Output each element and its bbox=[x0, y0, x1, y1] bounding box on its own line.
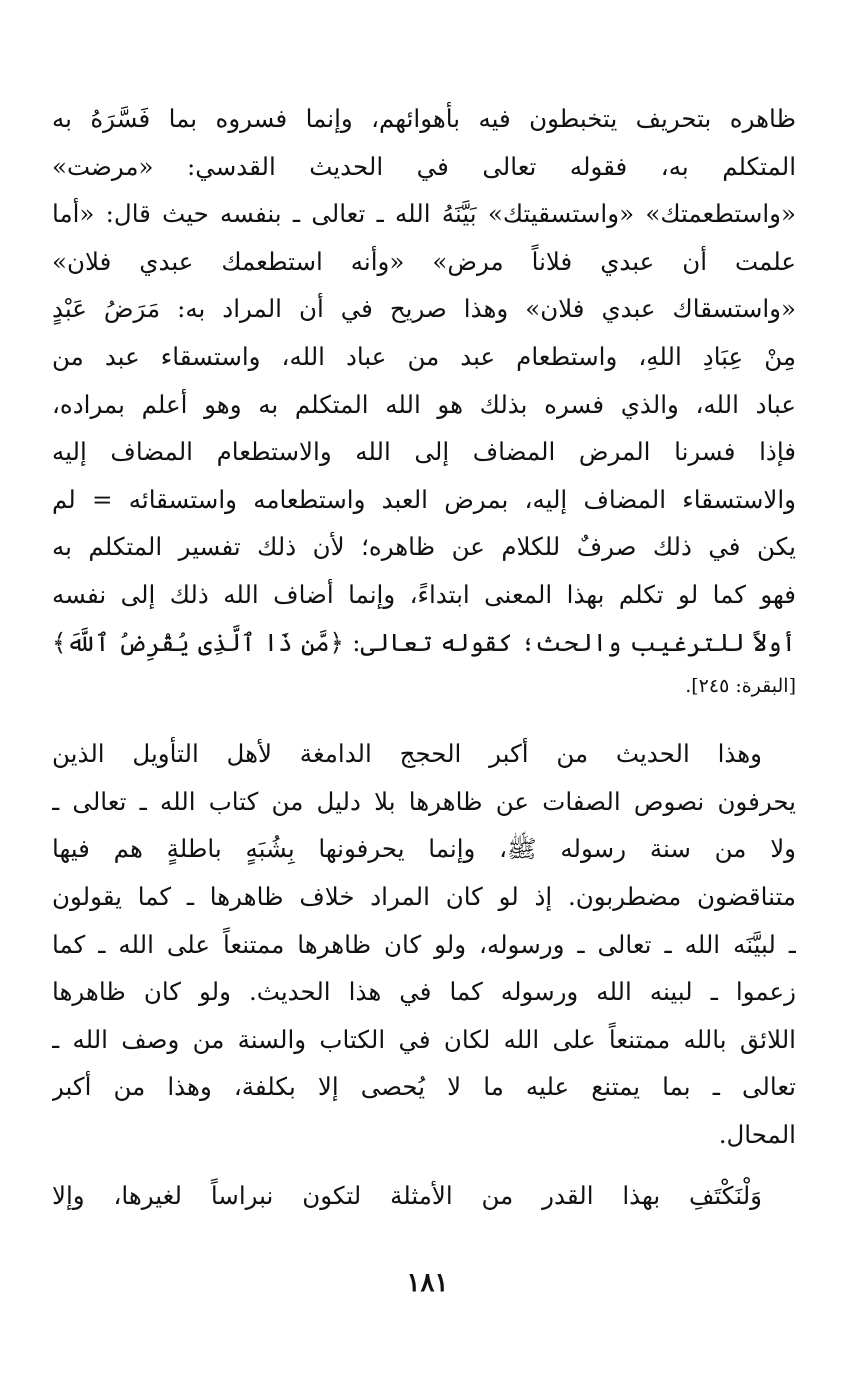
text-line: فهو كما لو تكلم بهذا المعنى ابتداءً، وإنما أضاف الله ذلك إلى نفسه bbox=[52, 579, 796, 609]
paragraph-3 bbox=[52, 1172, 796, 1220]
text-line: «واستطعمتك» «واستسقيتك» بَيَّنَهُ الله ـ تعالى ـ بنفسه حيث قال: «أما bbox=[52, 199, 796, 229]
text-line: ظاهره بتحريف يتخبطون فيه بأهوائهم، وإنما فسروه بما فَسَّرَهُ به bbox=[52, 104, 796, 133]
text-line: اللائق بالله ممتنعاً على الله لكان في الكتاب والسنة من وصف الله ـ bbox=[52, 1024, 796, 1054]
page-body bbox=[52, 95, 796, 1220]
text-line: يكن في ذلك صرفٌ للكلام عن ظاهره؛ لأن ذلك تفسير المتكلم به bbox=[52, 532, 796, 562]
text-line: ـ لبيَّنَه الله ـ تعالى ـ ورسوله، ولو كان ظاهرها ممتنعاً على الله ـ كما bbox=[52, 929, 796, 959]
text-line: يحرفون نصوص الصفات عن ظاهرها بلا دليل من كتاب الله ـ تعالى ـ bbox=[52, 786, 796, 816]
text-line: المحال. bbox=[718, 1119, 796, 1149]
paragraph-spacer bbox=[52, 1158, 796, 1172]
paragraph-spacer bbox=[52, 706, 796, 730]
text-line: وهذا الحديث من أكبر الحجج الدامغة لأهل التأويل الذين bbox=[52, 739, 762, 769]
paragraph-1 bbox=[52, 95, 796, 706]
quran-reference: [البقرة: ٢٤٥]. bbox=[685, 675, 796, 698]
text-line: متناقضون مضطربون. إذ لو كان المراد خلاف ظاهرها ـ كما يقولون bbox=[52, 881, 796, 911]
text-line: تعالى ـ بما يمتنع عليه ما لا يُحصى إلا بكلفة، وهذا من أكبر bbox=[52, 1072, 796, 1102]
text-line: ولا من سنة رسوله ﷺ، وإنما يحرفونها بِشُبَهٍ باطلةٍ هم فيها bbox=[52, 834, 796, 864]
text-line: والاستسقاء المضاف إليه، بمرض العبد واستطعامه واستسقائه = لم bbox=[52, 484, 796, 514]
text-line: «واستسقاك عبدي فلان» وهذا صريح في أن المراد به: مَرَضُ عَبْدٍ bbox=[52, 294, 796, 324]
text-line: المتكلم به، فقوله تعالى في الحديث القدسي: «مرضت» bbox=[52, 151, 796, 181]
text-line: عباد الله، والذي فسره بذلك هو الله المتكلم به وهو أعلم بمراده، bbox=[52, 389, 796, 419]
text-line: وَلْنَكْتَفِ بهذا القدر من الأمثلة لتكون نبراساً لغيرها، وإلا bbox=[52, 1181, 762, 1211]
text-line: علمت أن عبدي فلاناً مرض» «وأنه استطعمك عبدي فلان» bbox=[52, 246, 796, 276]
text-line: فإذا فسرنا المرض المضاف إلى الله والاستطعام المضاف إليه bbox=[52, 437, 796, 467]
text-line: زعموا ـ لبينه الله ورسوله كما في هذا الحديث. ولو كان ظاهرها bbox=[52, 977, 796, 1007]
text-line: مِنْ عِبَادِ اللهِ، واستطعام عبد من عباد الله، واستسقاء عبد من bbox=[52, 341, 796, 371]
page-number: ١٨١ bbox=[406, 1268, 449, 1298]
paragraph-2 bbox=[52, 730, 796, 1158]
text-line: أولاً للترغيب والحث؛ كقوله تعالى: ﴿مَّن ذَا ٱلَّذِى يُقْرِضُ ٱللَّهَ﴾ bbox=[52, 627, 796, 657]
